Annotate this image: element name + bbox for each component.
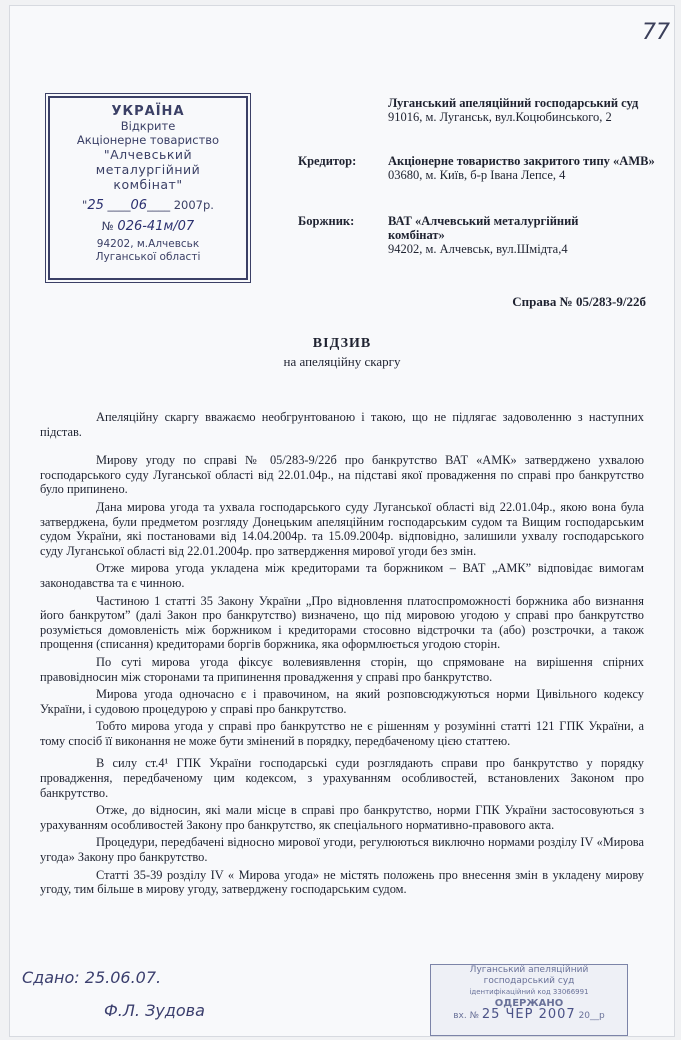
handwritten-signature: Ф.Л. Зудова xyxy=(104,1001,205,1020)
stamp-date-row: "25 ____06____ 2007р. xyxy=(82,198,214,213)
creditor-address: 03680, м. Київ, б-р Івана Лепсе, 4 xyxy=(388,168,566,182)
creditor-block xyxy=(388,154,658,182)
paragraph: Процедури, передбачені відносно мирової угоди, регулюються виключно нормами розділу IV «Мирова угода» Закону про банкрутство. xyxy=(40,835,644,865)
stamp-date-day: 25 xyxy=(87,198,104,213)
stamp-line: комбінат" xyxy=(113,177,183,192)
recipient-block xyxy=(388,96,658,124)
recipient-address: 91016, м. Луганськ, вул.Коцюбинського, 2 xyxy=(388,110,612,124)
debtor-block xyxy=(388,214,628,256)
document-page xyxy=(10,6,674,1036)
page-number: 77 xyxy=(642,20,670,45)
paragraph: Частиною 1 статті 35 Закону України „Про відновлення платоспроможності боржника або визнання його банкрутом” (далі Закон про банкрутство) визначено, що під мировою угодою у справі про банкрутство розуміється домовленість між боржником і кредиторами стосовно відстрочки та (або) розстрочки, а також прощення (списання) кредиторами боргів боржника, яка оформлюється угодою сторін. xyxy=(40,593,644,652)
document-title: ВІДЗИВ xyxy=(312,336,372,351)
document-subtitle: на апеляційну скаргу xyxy=(283,354,401,369)
paragraph: Отже, до відносин, які мали місце в справі про банкрутство, норми ГПК України застосовуються з урахуванням особливостей Закону про банкрутство, як спеціального нормативно-правового акта. xyxy=(40,803,644,832)
paragraph: Мирова угода одночасно є і правочином, на який розповсюджуються норми Цивільного кодексу України, і судовою процедурою у справі про банкрутство. xyxy=(40,687,644,716)
debtor-address: 94202, м. Алчевськ, вул.Шмідта,4 xyxy=(388,242,568,256)
creditor-name: Акціонерне товариство закритого типу «АМВ» xyxy=(388,154,655,168)
recipient-name: Луганський апеляційний господарський суд xyxy=(388,96,639,110)
stamp-number: 026-41м/07 xyxy=(117,219,195,234)
company-stamp xyxy=(48,96,248,280)
debtor-label: Боржник: xyxy=(298,214,355,228)
stamp-line: "Алчевський xyxy=(103,147,193,162)
paragraph: Апеляційну скаргу вважаємо необгрунтованою і такою, що не підлягає задоволенню з наступних підстав. xyxy=(40,410,644,439)
paragraph: В силу ст.4¹ ГПК України господарські суди розглядають справи про банкрутство у порядку провадження, передбаченому цим кодексом, з урахуванням особливостей, встановлених Законом про банкрутство. xyxy=(40,756,644,800)
handwritten-submitted-note: Сдано: 25.06.07. xyxy=(22,968,162,987)
paragraph: По суті мирова угода фіксує волевиявлення сторін, що спрямоване на вирішення спірних правовідносин між сторонами та припинення провадження у справі про банкрутство. xyxy=(40,654,644,684)
debtor-name: ВАТ «Алчевський металургійний комбінат» xyxy=(388,214,579,242)
stamp-number-row: № 026-41м/07 xyxy=(101,219,195,234)
receipt-status: ОДЕРЖАНО xyxy=(494,998,564,1009)
creditor-label: Кредитор: xyxy=(298,154,357,168)
stamp-date-year: 2007 xyxy=(173,198,203,212)
stamp-country: УКРАЇНА xyxy=(111,104,185,119)
paragraph: Тобто мирова угода у справі про банкрутство не є рішенням у розумінні статті 121 ГПК України, а тому спосіб її виконання не може бути змінений в порядку, передбаченому цією статтею. xyxy=(40,719,644,748)
paragraph: Дана мирова угода та ухвала господарського суду Луганської області від 22.01.04р., якою вона була затверджена, були предметом розгляду Донецьким апеляційним господарським судом та Вищим господарським судом України, які постановами від 14.04.2004р. та 15.09.2004р. відповідно, залишили ухвалу господарського суду Луганської області від 22.01.2004р. про затвердження мирової угоди без змін. xyxy=(40,499,644,558)
stamp-line: Акціонерне товариство xyxy=(76,133,220,147)
stamp-address: 94202, м.Алчевськ Луганської області xyxy=(95,238,201,263)
stamp-date-month: 06 xyxy=(130,198,148,213)
document-body xyxy=(40,410,644,900)
paragraph: Отже мирова угода укладена між кредиторами та боржником – ВАТ „АМК” відповідає вимогам законодавства та є чинною. xyxy=(40,561,644,590)
case-number: Справа № 05/283-9/22б xyxy=(512,294,646,309)
receipt-stamp: Луганський апеляційний господарський суд ідентифікаційний код 33066991 ОДЕРЖАНО вх. № 25 ЧЕР 2007 20__р xyxy=(430,964,628,1036)
receipt-date: 25 ЧЕР 2007 xyxy=(481,1007,576,1022)
stamp-line: металургійний xyxy=(95,162,201,177)
paragraph: Мирову угоду по справі № 05/283-9/22б про банкрутство ВАТ «АМК» затверджено ухвалою господарського суду Луганської області від 22.01.04р., на підставі якої провадження по справі про банкрутство було припинено. xyxy=(40,453,644,497)
paragraph: Статті 35-39 розділу IV « Мирова угода» не містять положень про внесення змін в укладену мирову угоду, тим більше в мирову угоду, затверджену господарським судом. xyxy=(40,867,644,897)
stamp-line: Відкрите xyxy=(120,119,176,133)
